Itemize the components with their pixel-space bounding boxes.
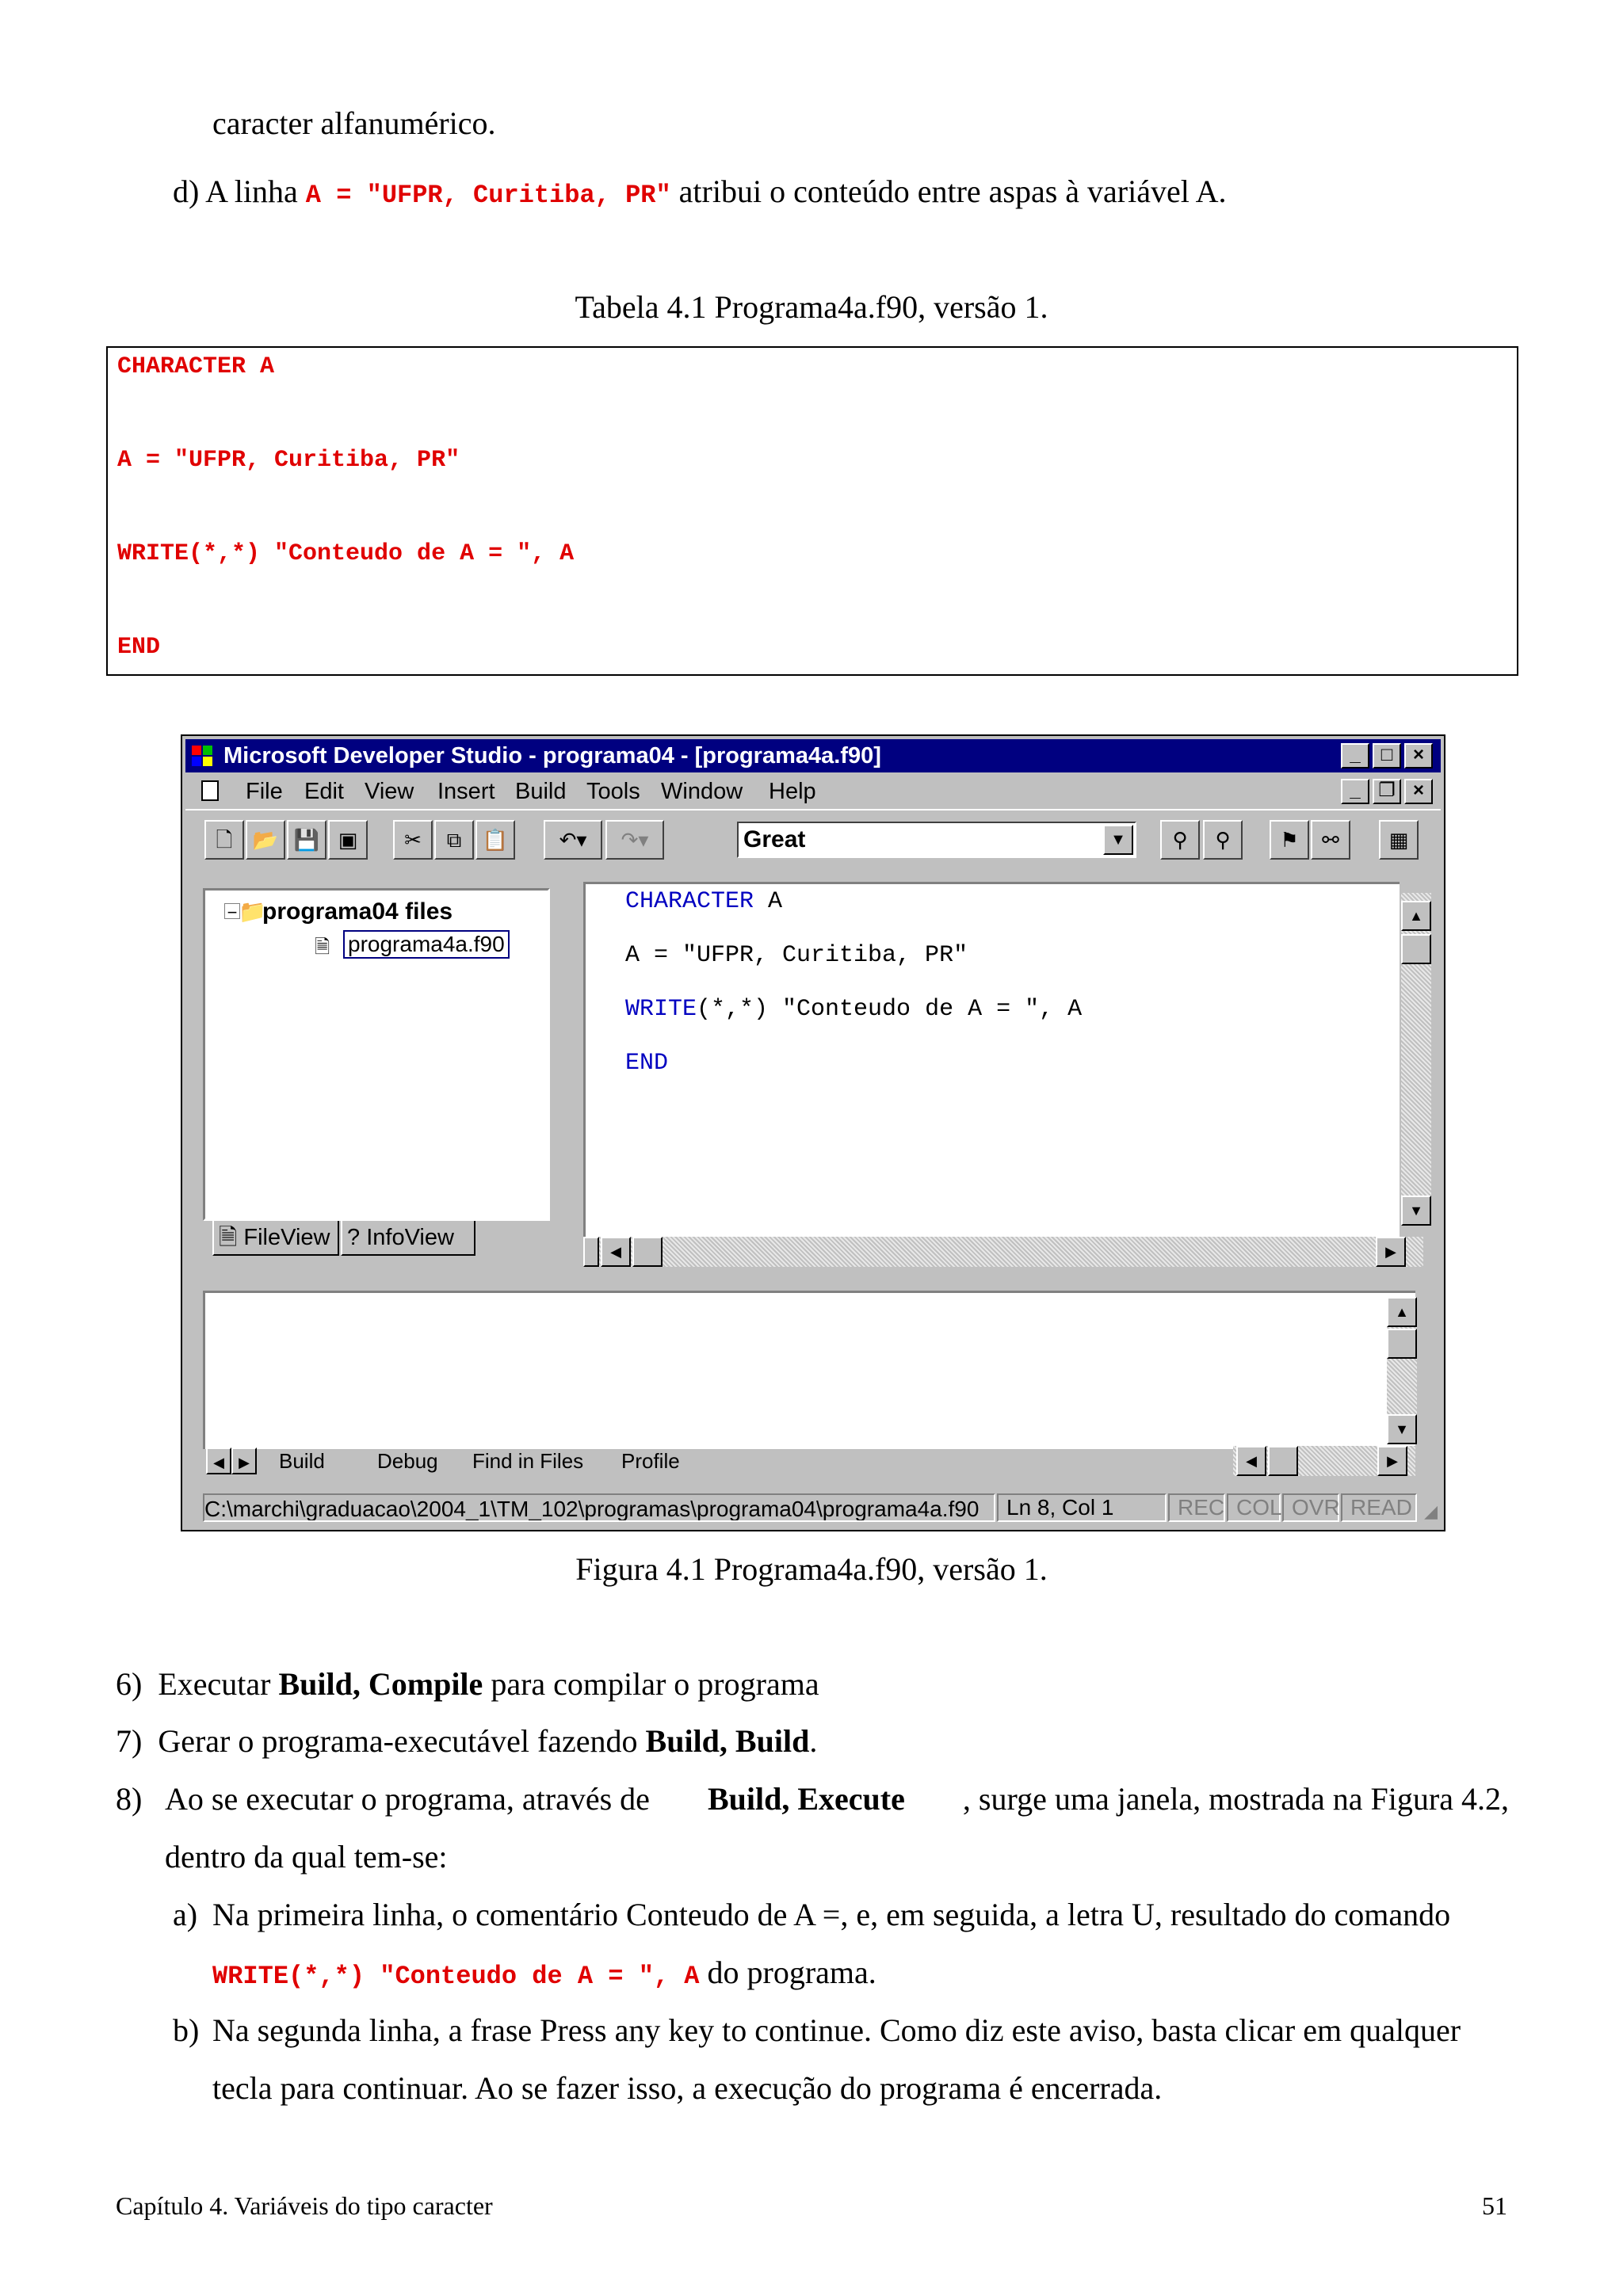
hscroll-thumb[interactable] [632, 1237, 663, 1267]
tab-debug[interactable]: Debug [377, 1449, 438, 1473]
scroll-left-icon[interactable]: ◀ [601, 1237, 631, 1267]
scroll-up-icon[interactable]: ▲ [1387, 1297, 1417, 1327]
intro-line: caracter alfanumérico. [212, 105, 496, 141]
step-number: 7) [116, 1723, 143, 1759]
bookmark-icon[interactable]: ⚑ [1270, 820, 1309, 860]
menu-tools[interactable]: Tools [586, 779, 640, 804]
new-file-icon[interactable]: 🗋 [204, 820, 244, 860]
step-8-line-2: dentro da qual tem-se: [165, 1839, 448, 1875]
item-d-post: atribui o conteúdo entre aspas à variável A. [678, 174, 1227, 209]
app-icon [192, 746, 212, 766]
tab-profile[interactable]: Profile [621, 1449, 680, 1473]
item-d [173, 173, 1227, 215]
subitem-b-line1: Na segunda linha, a frase Press any key to continue. Como diz este aviso, basta clicar em qualquer [212, 2012, 1461, 2048]
code-line: END [117, 634, 161, 661]
step-text: Ao se executar o programa, através de [165, 1781, 650, 1817]
close-button[interactable]: × [1404, 743, 1433, 769]
step-8 [116, 1780, 142, 1818]
step-number: 6) [116, 1666, 143, 1702]
infoview-icon: ? [347, 1225, 361, 1250]
save-icon[interactable]: 💾 [287, 820, 327, 860]
step-8-line [165, 1780, 1509, 1818]
editor-line-1 [625, 887, 782, 916]
developer-studio-window [181, 734, 1445, 1531]
menu-file[interactable]: File [246, 779, 283, 804]
status-bar [185, 1490, 1441, 1525]
tab-infoview-label: InfoView [366, 1225, 454, 1250]
copy-icon[interactable]: ⧉ [434, 820, 474, 860]
menu-edit[interactable]: Edit [304, 779, 344, 804]
status-rec: REC [1168, 1493, 1225, 1522]
tab-build[interactable]: Build [279, 1449, 325, 1473]
editor-line-3 [625, 995, 1082, 1024]
undo-icon[interactable]: ↶▾ [544, 820, 602, 860]
figure-caption: Figura 4.1 Programa4a.f90, versão 1. [575, 1551, 1048, 1587]
folder-icon: 📁 [239, 899, 266, 924]
item-d-pre: A linha [205, 174, 298, 209]
save-all-icon[interactable]: ▣ [328, 820, 368, 860]
footer-chapter: Capítulo 4. Variáveis do tipo caracter [116, 2191, 493, 2220]
maximize-button[interactable]: □ [1373, 743, 1401, 769]
scroll-right-icon[interactable]: ▶ [1377, 1446, 1407, 1476]
status-col: COL [1227, 1493, 1281, 1522]
open-folder-icon[interactable]: 📂 [246, 820, 285, 860]
step-text: , surge uma janela, mostrada na Figura 4.2, [962, 1781, 1509, 1817]
doc-close-button[interactable]: × [1404, 779, 1433, 804]
editor-vertical-scrollbar[interactable] [1401, 893, 1431, 1226]
subitem-a-line2 [212, 1954, 876, 1996]
subitem-b-label: b) [173, 2012, 200, 2048]
title-bar[interactable] [185, 739, 1441, 772]
fileview-icon: 🗎 [219, 1225, 238, 1250]
scroll-down-icon[interactable]: ▼ [1401, 1196, 1431, 1226]
menu-bar [185, 774, 1441, 807]
table-caption: Tabela 4.1 Programa4a.f90, versão 1. [575, 289, 1048, 325]
subitem-a-line1: Na primeira linha, o comentário Conteudo de A =, e, em seguida, a letra U, resultado do comando [212, 1897, 1451, 1932]
editor-horizontal-scrollbar[interactable] [583, 1237, 1423, 1267]
doc-restore-button[interactable]: ❐ [1373, 779, 1401, 804]
scroll-thumb[interactable] [1401, 934, 1431, 964]
scroll-left-icon[interactable]: ◀ [1236, 1446, 1266, 1476]
paste-icon[interactable]: 📋 [475, 820, 515, 860]
code-table [106, 346, 1518, 676]
output-tabs [203, 1446, 1415, 1478]
window-title: Microsoft Developer Studio - programa04 - [programa4a.f90] [223, 743, 881, 769]
page-number: 51 [1482, 2191, 1507, 2220]
step-bold: Build, Compile [278, 1666, 483, 1702]
tab-infoview[interactable] [341, 1221, 475, 1256]
redo-icon[interactable]: ↷▾ [605, 820, 664, 860]
tab-fileview[interactable] [212, 1221, 339, 1256]
doc-minimize-button[interactable]: _ [1341, 779, 1369, 804]
code-line: CHARACTER A [117, 353, 275, 380]
step-bold: Build, Execute [707, 1781, 905, 1817]
menu-insert[interactable]: Insert [437, 779, 495, 804]
keyword: CHARACTER [625, 888, 754, 915]
tab-scroll-right-icon[interactable]: ▶ [231, 1447, 257, 1474]
code-editor[interactable] [583, 882, 1400, 1237]
keyword: END [625, 1050, 669, 1077]
step-7 [116, 1722, 817, 1760]
step-6 [116, 1665, 819, 1703]
menu-help[interactable]: Help [769, 779, 816, 804]
step-bold: Build, Build [645, 1723, 810, 1759]
menu-view[interactable]: View [365, 779, 414, 804]
scroll-down-icon[interactable]: ▼ [1387, 1414, 1417, 1444]
keyword: WRITE [625, 996, 697, 1023]
output-horizontal-scrollbar[interactable] [1233, 1446, 1415, 1476]
menu-build[interactable]: Build [515, 779, 567, 804]
code-text: A [754, 888, 783, 915]
scroll-right-icon[interactable]: ▶ [1376, 1237, 1406, 1267]
output-vertical-scrollbar[interactable] [1387, 1297, 1417, 1444]
find-in-files-icon[interactable]: ⚲ [1160, 820, 1200, 860]
step-text: do programa. [707, 1955, 876, 1990]
status-read: READ [1341, 1493, 1417, 1522]
tab-fileview-label: FileView [243, 1225, 330, 1250]
tree-item-file[interactable]: programa4a.f90 [343, 930, 510, 959]
code-text: (*,*) "Conteudo de A = ", A [697, 996, 1083, 1023]
find-icon[interactable]: ⚯ [1311, 820, 1350, 860]
cut-icon[interactable]: ✂ [393, 820, 433, 860]
item-d-label: d) [173, 174, 200, 209]
tab-find-in-files[interactable]: Find in Files [472, 1449, 584, 1473]
step-text: para compilar o programa [491, 1666, 819, 1702]
status-path: C:\marchi\graduacao\2004_1\TM_102\programas\programa04\programa4a.f90 [203, 1493, 995, 1522]
code-line: WRITE(*,*) "Conteudo de A = ", A [117, 540, 575, 567]
step-text: Executar [158, 1666, 271, 1702]
file-icon: 🗎 [315, 936, 330, 958]
item-d-code: A = "UFPR, Curitiba, PR" [305, 181, 671, 210]
step-text: Gerar o programa-executável fazendo [158, 1723, 638, 1759]
scroll-thumb[interactable] [1387, 1329, 1417, 1359]
output-pane[interactable] [203, 1291, 1415, 1449]
minimize-button[interactable]: _ [1341, 743, 1369, 769]
collapse-icon[interactable]: − [224, 903, 240, 919]
status-position: Ln 8, Col 1 [997, 1493, 1167, 1522]
workspace-icon[interactable]: ▦ [1379, 820, 1419, 860]
step-text: . [809, 1723, 818, 1759]
workspace-pane [203, 888, 550, 1221]
toolbar [185, 809, 1441, 866]
find-combo[interactable] [737, 822, 1136, 858]
menu-window[interactable]: Window [661, 779, 743, 804]
subitem-b-line2: tecla para continuar. Ao se fazer isso, a execução do programa é encerrada. [212, 2070, 1163, 2106]
chevron-down-icon[interactable]: ▼ [1103, 825, 1133, 855]
step-number: 8) [116, 1781, 143, 1817]
status-ovr: OVR [1282, 1493, 1339, 1522]
tree-root[interactable]: programa04 files [262, 898, 453, 925]
editor-line-2: A = "UFPR, Curitiba, PR" [625, 942, 968, 969]
document-icon[interactable] [201, 780, 219, 801]
hscroll-thumb[interactable] [1268, 1446, 1298, 1476]
scroll-up-icon[interactable]: ▲ [1401, 901, 1431, 931]
split-handle[interactable] [583, 1237, 599, 1267]
resize-grip-icon[interactable]: ◢ [1424, 1501, 1438, 1521]
find-combo-value: Great [743, 826, 806, 852]
tab-scroll-left-icon[interactable]: ◀ [206, 1447, 231, 1474]
inline-code: WRITE(*,*) "Conteudo de A = ", A [212, 1962, 700, 1991]
editor-line-4 [625, 1049, 668, 1077]
subitem-a-label: a) [173, 1897, 198, 1932]
replace-icon[interactable]: ⚲ [1203, 820, 1243, 860]
code-line: A = "UFPR, Curitiba, PR" [117, 447, 460, 474]
